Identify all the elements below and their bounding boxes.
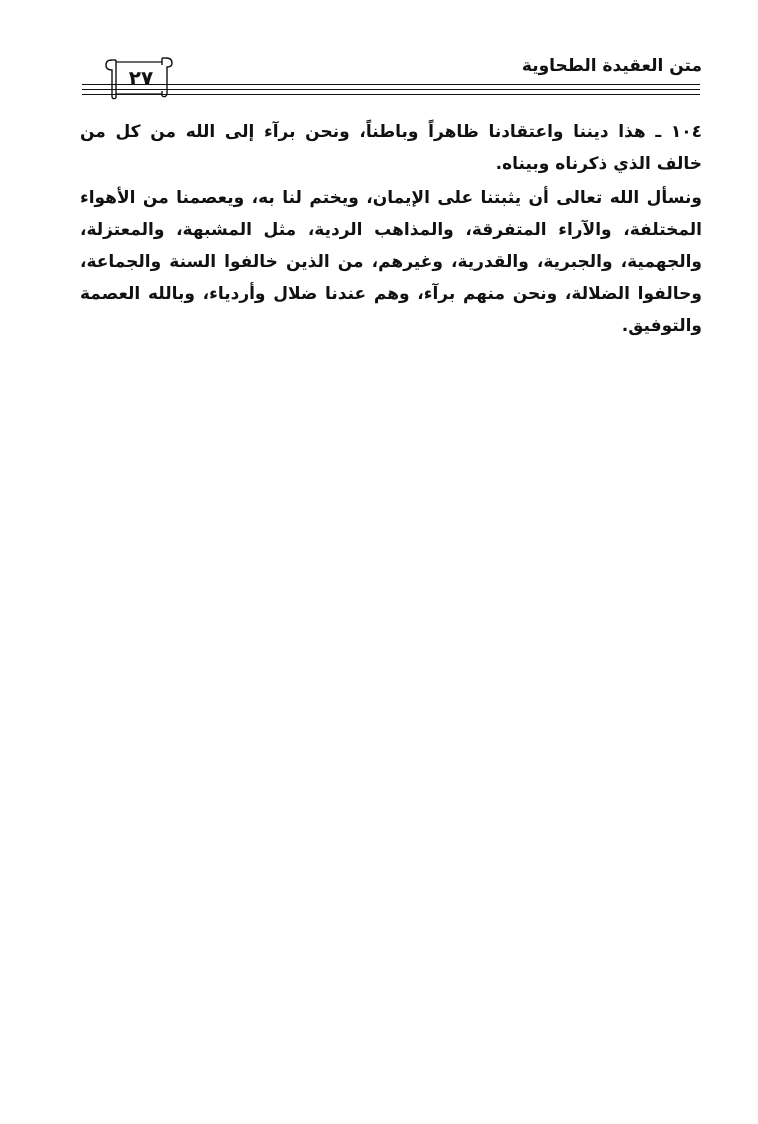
text-line: ونسأل الله تعالى أن يثبتنا على الإيمان، ويختم لنا به، ويعصمنا من الأهواء [80,188,702,208]
page-body [80,116,702,344]
text-line: والتوفيق. [621,316,702,336]
text-line: والجهمية، والجبرية، والقدرية، وغيرهم، من الذين خالفوا السنة والجماعة، [80,252,702,272]
header-rule [82,89,700,90]
text-line: ١٠٤ ـ هذا ديننا واعتقادنا ظاهراً وباطناً، ونحن برآء إلى الله من كل من [80,122,702,142]
text-line: خالف الذي ذكرناه وبيناه. [495,154,702,174]
text-line: وحالفوا الضلالة، ونحن منهم برآء، وهم عندنا ضلال وأردياء، وبالله العصمة [80,284,702,304]
paragraph [80,116,702,180]
header-rule [82,84,700,85]
header-rule [82,94,700,95]
page-header [0,0,758,110]
paragraph [80,182,702,342]
page-number: ٢٧ [118,65,164,91]
text-line: المختلفة، والآراء المتفرقة، والمذاهب الردية، مثل المشبهة، والمعتزلة، [80,220,702,240]
running-title: متن العقيدة الطحاوية [521,56,702,76]
